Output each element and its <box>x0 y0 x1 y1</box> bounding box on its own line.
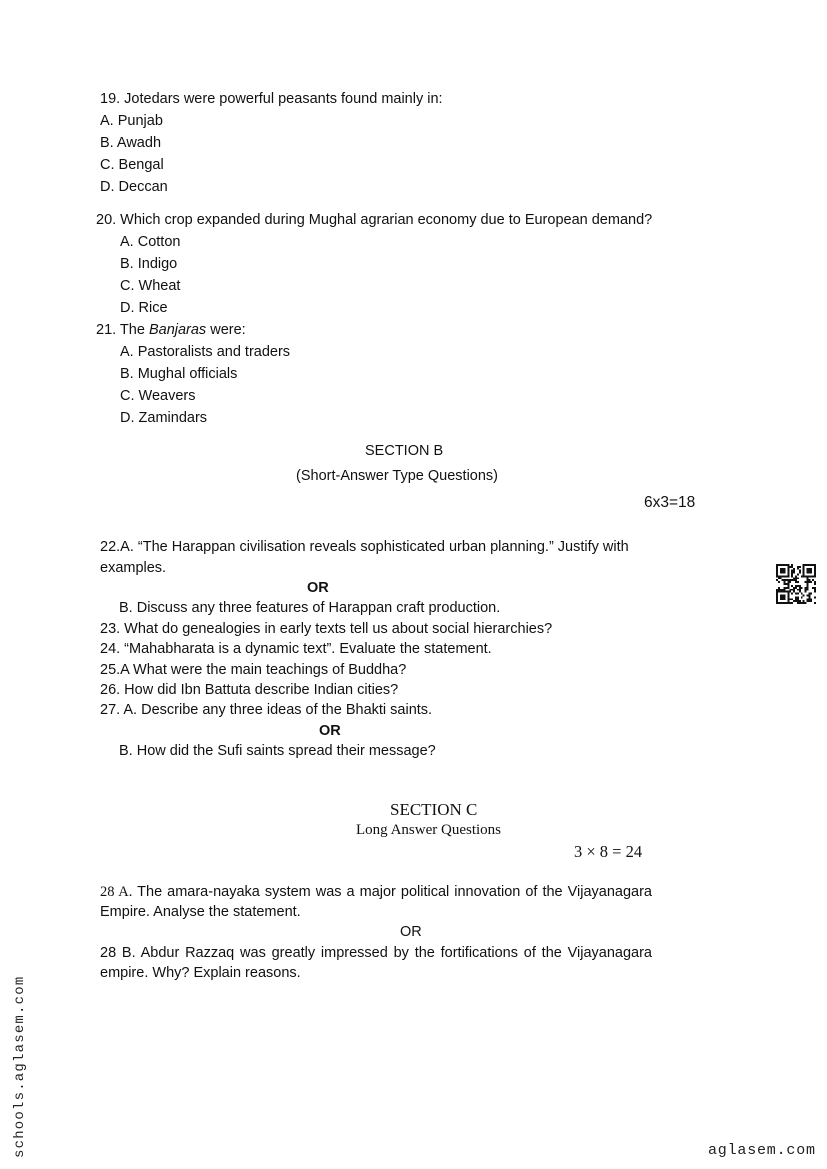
question-23: 23. What do genealogies in early texts tell us about social hierarchies? <box>100 621 553 637</box>
q19-option-d: D. Deccan <box>100 179 168 195</box>
q21-stem-prefix: 21. The <box>96 322 149 338</box>
q21-stem-suffix: were: <box>206 322 246 338</box>
section-b-marks: 6x3=18 <box>644 494 696 511</box>
q28a-text: The amara-nayaka system was a major political innovation of the Vijayanagara Empire. Analyse the statement. <box>100 884 652 920</box>
footer-watermark: aglasem.com <box>708 1142 816 1159</box>
q19-option-a: A. Punjab <box>100 113 163 129</box>
or-divider-27: OR <box>319 723 341 739</box>
qr-code-icon <box>776 564 816 604</box>
q20-option-c: C. Wheat <box>120 278 181 294</box>
section-c-marks: 3 × 8 = 24 <box>574 842 643 861</box>
question-27b: B. How did the Sufi saints spread their message? <box>119 743 436 759</box>
question-26: 26. How did Ibn Battuta describe Indian cities? <box>100 682 399 698</box>
question-27a: 27. A. Describe any three ideas of the Bhakti saints. <box>100 702 433 718</box>
section-c-title: SECTION C <box>390 800 478 819</box>
or-divider-22: OR <box>307 580 329 596</box>
question-28b: 28 B. Abdur Razzaq was greatly impressed by the fortifications of the Vijayanagara empire. Why? Explain reasons. <box>100 945 652 981</box>
question-20: 20. Which crop expanded during Mughal agrarian economy due to European demand? <box>96 212 653 228</box>
side-watermark: schools.aglasem.com <box>12 975 28 1158</box>
section-b-subtitle: (Short-Answer Type Questions) <box>296 468 499 484</box>
question-21 <box>96 320 246 340</box>
question-22a-line1: 22.A. “The Harappan civilisation reveals sophisticated urban planning.” Justify with <box>100 539 629 555</box>
q20-option-b: B. Indigo <box>120 256 178 272</box>
q21-option-d: D. Zamindars <box>120 410 208 426</box>
or-divider-28: OR <box>400 924 422 940</box>
q19-option-b: B. Awadh <box>100 135 162 151</box>
section-c-subtitle: Long Answer Questions <box>356 822 501 838</box>
q21-option-b: B. Mughal officials <box>120 366 238 382</box>
q20-option-d: D. Rice <box>120 300 168 316</box>
question-22b: B. Discuss any three features of Harappan craft production. <box>119 600 501 616</box>
q20-option-a: A. Cotton <box>120 234 181 250</box>
q21-option-c: C. Weavers <box>120 388 196 404</box>
section-b-title: SECTION B <box>365 443 444 459</box>
question-22a-line2: examples. <box>100 560 167 576</box>
q19-option-c: C. Bengal <box>100 157 164 173</box>
q21-stem-italic: Banjaras <box>148 322 207 338</box>
question-25: 25.A What were the main teachings of Buddha? <box>100 662 407 678</box>
question-24: 24. “Mahabharata is a dynamic text”. Evaluate the statement. <box>100 641 492 657</box>
question-19: 19. Jotedars were powerful peasants found mainly in: <box>100 91 443 107</box>
q28a-label: 28 A. <box>100 884 133 900</box>
q21-option-a: A. Pastoralists and traders <box>120 344 291 360</box>
question-28a <box>100 882 652 922</box>
